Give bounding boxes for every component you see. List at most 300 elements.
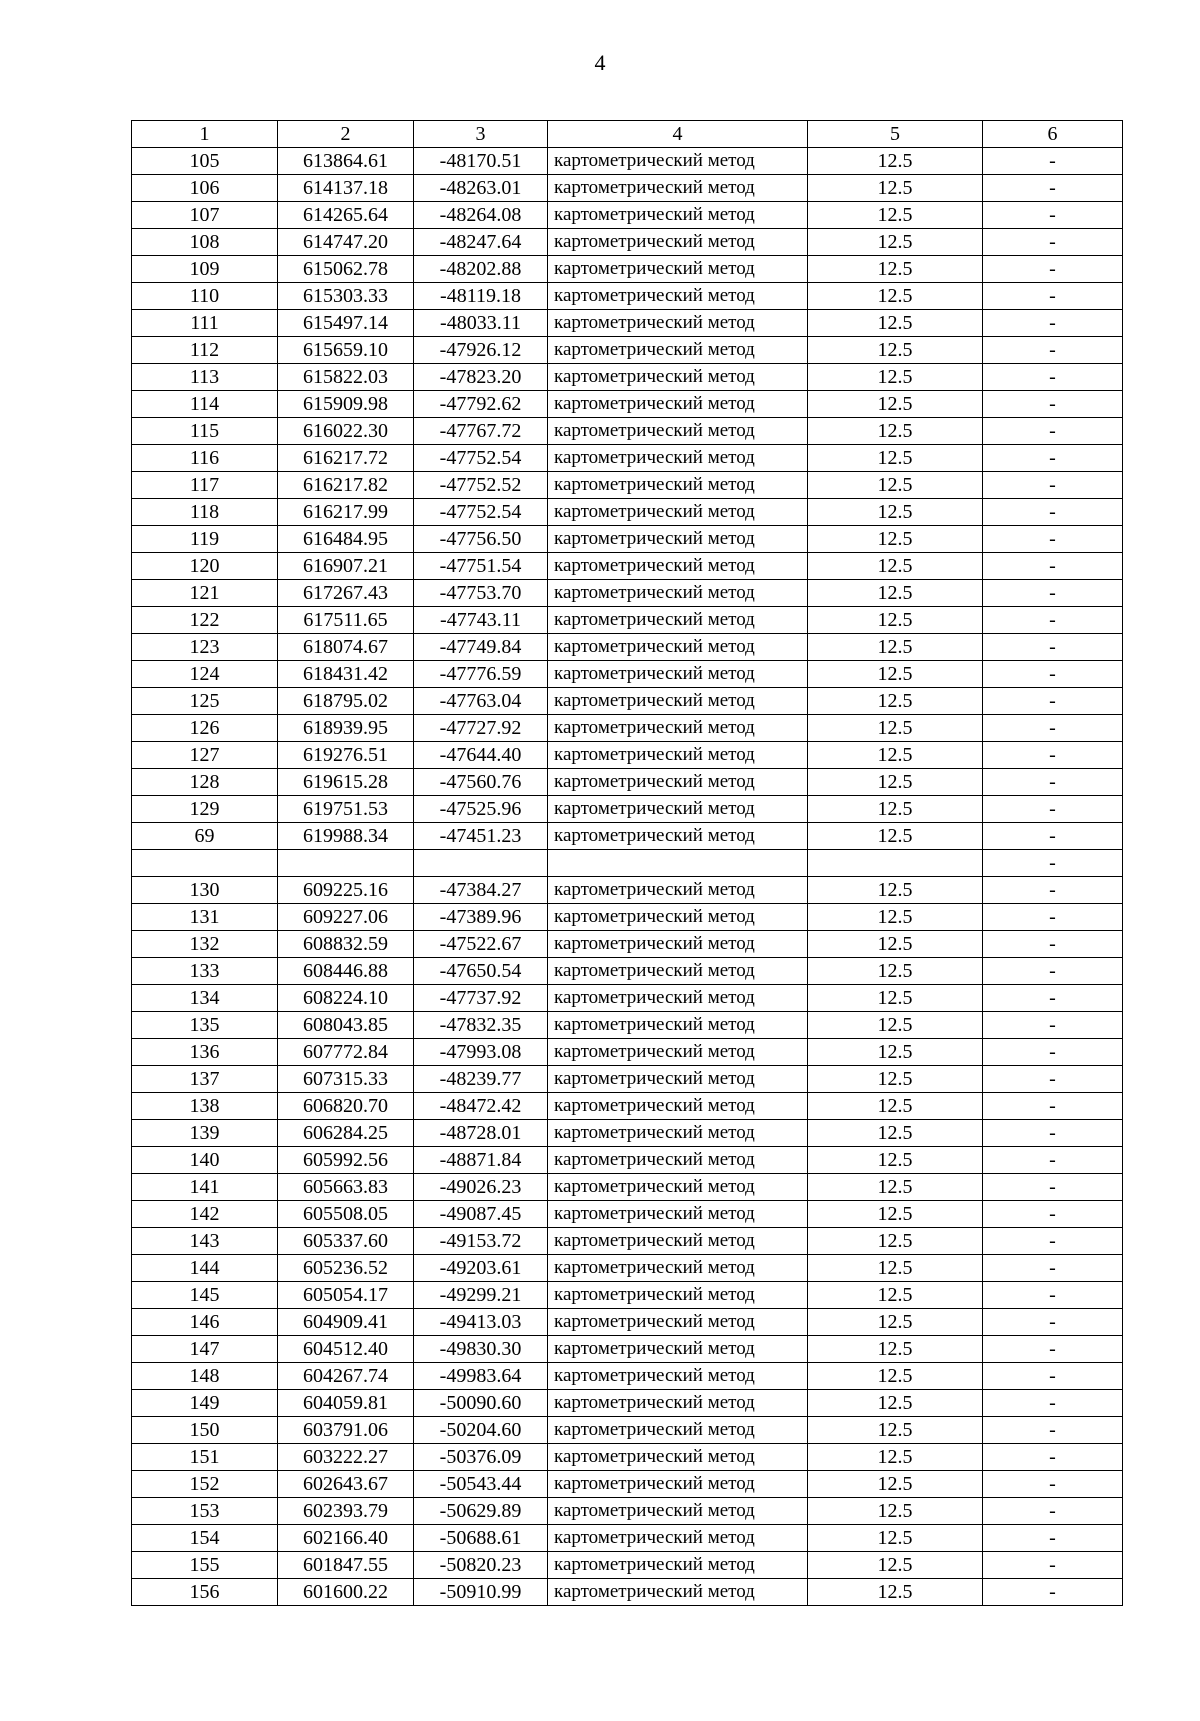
table-row [132, 1309, 1123, 1336]
y-coordinate-cell: -48871.84 [414, 1147, 548, 1174]
y-coordinate-cell: -49299.21 [414, 1282, 548, 1309]
y-coordinate-cell: -47823.20 [414, 364, 548, 391]
accuracy-cell: 12.5 [808, 877, 983, 904]
y-coordinate-cell: -48170.51 [414, 148, 548, 175]
point-number-cell: 136 [132, 1039, 278, 1066]
point-number-cell: 132 [132, 931, 278, 958]
accuracy-cell: 12.5 [808, 580, 983, 607]
x-coordinate-cell: 609227.06 [278, 904, 414, 931]
note-cell: - [983, 1066, 1123, 1093]
point-number-cell: 130 [132, 877, 278, 904]
note-cell: - [983, 1579, 1123, 1606]
point-number-cell: 114 [132, 391, 278, 418]
note-cell: - [983, 580, 1123, 607]
y-coordinate-cell: -47644.40 [414, 742, 548, 769]
point-number-cell: 117 [132, 472, 278, 499]
note-cell: - [983, 688, 1123, 715]
y-coordinate-cell: -48472.42 [414, 1093, 548, 1120]
accuracy-cell: 12.5 [808, 661, 983, 688]
table-row [132, 310, 1123, 337]
y-coordinate-cell: -49203.61 [414, 1255, 548, 1282]
method-cell: картометрический метод [548, 148, 808, 175]
note-cell: - [983, 796, 1123, 823]
note-cell: - [983, 1363, 1123, 1390]
x-coordinate-cell: 602393.79 [278, 1498, 414, 1525]
method-cell: картометрический метод [548, 445, 808, 472]
accuracy-cell: 12.5 [808, 202, 983, 229]
y-coordinate-cell: -48728.01 [414, 1120, 548, 1147]
method-cell: картометрический метод [548, 202, 808, 229]
method-cell: картометрический метод [548, 1120, 808, 1147]
coordinates-table [131, 120, 1123, 1606]
accuracy-cell: 12.5 [808, 229, 983, 256]
method-cell: картометрический метод [548, 526, 808, 553]
point-number-cell: 116 [132, 445, 278, 472]
x-coordinate-cell: 616217.72 [278, 445, 414, 472]
table-row [132, 931, 1123, 958]
method-cell: картометрический метод [548, 1039, 808, 1066]
point-number-cell: 152 [132, 1471, 278, 1498]
note-cell: - [983, 526, 1123, 553]
accuracy-cell: 12.5 [808, 1201, 983, 1228]
x-coordinate-cell: 618431.42 [278, 661, 414, 688]
note-cell: - [983, 1120, 1123, 1147]
x-coordinate-cell: 615659.10 [278, 337, 414, 364]
table-row [132, 1390, 1123, 1417]
accuracy-cell: 12.5 [808, 1093, 983, 1120]
table-row [132, 391, 1123, 418]
y-coordinate-cell: -49983.64 [414, 1363, 548, 1390]
column-header: 4 [548, 121, 808, 148]
method-cell: картометрический метод [548, 985, 808, 1012]
method-cell: картометрический метод [548, 553, 808, 580]
point-number-cell: 118 [132, 499, 278, 526]
point-number-cell: 143 [132, 1228, 278, 1255]
y-coordinate-cell: -48263.01 [414, 175, 548, 202]
note-cell: - [983, 148, 1123, 175]
method-cell: картометрический метод [548, 1336, 808, 1363]
accuracy-cell: 12.5 [808, 1012, 983, 1039]
table-row [132, 877, 1123, 904]
table-row [132, 1498, 1123, 1525]
x-coordinate-cell: 605236.52 [278, 1255, 414, 1282]
accuracy-cell: 12.5 [808, 391, 983, 418]
accuracy-cell: 12.5 [808, 499, 983, 526]
column-header: 6 [983, 121, 1123, 148]
note-cell: - [983, 1282, 1123, 1309]
table-row [132, 580, 1123, 607]
x-coordinate-cell: 615822.03 [278, 364, 414, 391]
table-row [132, 958, 1123, 985]
note-cell: - [983, 742, 1123, 769]
accuracy-cell: 12.5 [808, 1390, 983, 1417]
point-number-cell: 156 [132, 1579, 278, 1606]
table-row [132, 796, 1123, 823]
x-coordinate-cell: 619615.28 [278, 769, 414, 796]
y-coordinate-cell: -49087.45 [414, 1201, 548, 1228]
y-coordinate-cell: -49153.72 [414, 1228, 548, 1255]
point-number-cell: 150 [132, 1417, 278, 1444]
x-coordinate-cell: 604909.41 [278, 1309, 414, 1336]
table-row [132, 1147, 1123, 1174]
accuracy-cell: 12.5 [808, 337, 983, 364]
point-number-cell: 145 [132, 1282, 278, 1309]
x-coordinate-cell: 605508.05 [278, 1201, 414, 1228]
note-cell: - [983, 202, 1123, 229]
accuracy-cell: 12.5 [808, 175, 983, 202]
y-coordinate-cell: -47650.54 [414, 958, 548, 985]
accuracy-cell: 12.5 [808, 1066, 983, 1093]
y-coordinate-cell: -47767.72 [414, 418, 548, 445]
note-cell: - [983, 1255, 1123, 1282]
x-coordinate-cell: 605992.56 [278, 1147, 414, 1174]
method-cell: картометрический метод [548, 1498, 808, 1525]
y-coordinate-cell: -47792.62 [414, 391, 548, 418]
x-coordinate-cell: 614747.20 [278, 229, 414, 256]
note-cell: - [983, 256, 1123, 283]
y-coordinate-cell: -47752.52 [414, 472, 548, 499]
note-cell: - [983, 985, 1123, 1012]
x-coordinate-cell: 606820.70 [278, 1093, 414, 1120]
accuracy-cell: 12.5 [808, 1552, 983, 1579]
table-row [132, 850, 1123, 877]
y-coordinate-cell: -50910.99 [414, 1579, 548, 1606]
x-coordinate-cell: 617267.43 [278, 580, 414, 607]
point-number-cell: 142 [132, 1201, 278, 1228]
y-coordinate-cell: -47751.54 [414, 553, 548, 580]
y-coordinate-cell: -47926.12 [414, 337, 548, 364]
accuracy-cell: 12.5 [808, 985, 983, 1012]
note-cell: - [983, 175, 1123, 202]
table-row [132, 1579, 1123, 1606]
point-number-cell: 122 [132, 607, 278, 634]
point-number-cell: 147 [132, 1336, 278, 1363]
table-row [132, 1066, 1123, 1093]
accuracy-cell: 12.5 [808, 364, 983, 391]
point-number-cell: 121 [132, 580, 278, 607]
accuracy-cell: 12.5 [808, 1525, 983, 1552]
method-cell: картометрический метод [548, 472, 808, 499]
accuracy-cell: 12.5 [808, 283, 983, 310]
method-cell: картометрический метод [548, 337, 808, 364]
note-cell: - [983, 418, 1123, 445]
y-coordinate-cell: -50629.89 [414, 1498, 548, 1525]
y-coordinate-cell: -48247.64 [414, 229, 548, 256]
point-number-cell: 115 [132, 418, 278, 445]
x-coordinate-cell: 602643.67 [278, 1471, 414, 1498]
note-cell: - [983, 1444, 1123, 1471]
table-row [132, 769, 1123, 796]
table-row [132, 283, 1123, 310]
y-coordinate-cell: -47749.84 [414, 634, 548, 661]
accuracy-cell: 12.5 [808, 1147, 983, 1174]
method-cell: картометрический метод [548, 310, 808, 337]
point-number-cell: 129 [132, 796, 278, 823]
y-coordinate-cell: -48033.11 [414, 310, 548, 337]
y-coordinate-cell: -50688.61 [414, 1525, 548, 1552]
table-row [132, 1093, 1123, 1120]
point-number-cell: 125 [132, 688, 278, 715]
point-number-cell: 107 [132, 202, 278, 229]
y-coordinate-cell: -49026.23 [414, 1174, 548, 1201]
y-coordinate-cell: -47763.04 [414, 688, 548, 715]
method-cell: картометрический метод [548, 1417, 808, 1444]
page-number: 4 [594, 50, 606, 75]
y-coordinate-cell: -47756.50 [414, 526, 548, 553]
point-number-cell: 144 [132, 1255, 278, 1282]
method-cell: картометрический метод [548, 688, 808, 715]
method-cell: картометрический метод [548, 1552, 808, 1579]
table-row [132, 1336, 1123, 1363]
table-row [132, 337, 1123, 364]
y-coordinate-cell: -48239.77 [414, 1066, 548, 1093]
column-header: 1 [132, 121, 278, 148]
x-coordinate-cell: 615497.14 [278, 310, 414, 337]
accuracy-cell: 12.5 [808, 904, 983, 931]
x-coordinate-cell: 602166.40 [278, 1525, 414, 1552]
x-coordinate-cell: 605663.83 [278, 1174, 414, 1201]
x-coordinate-cell: 604512.40 [278, 1336, 414, 1363]
y-coordinate-cell: -47753.70 [414, 580, 548, 607]
table-row [132, 1471, 1123, 1498]
y-coordinate-cell: -49830.30 [414, 1336, 548, 1363]
x-coordinate-cell: 617511.65 [278, 607, 414, 634]
method-cell: картометрический метод [548, 229, 808, 256]
table-row [132, 553, 1123, 580]
x-coordinate-cell: 608832.59 [278, 931, 414, 958]
method-cell: картометрический метод [548, 499, 808, 526]
method-cell: картометрический метод [548, 1525, 808, 1552]
point-number-cell: 131 [132, 904, 278, 931]
point-number-cell: 120 [132, 553, 278, 580]
x-coordinate-cell: 618074.67 [278, 634, 414, 661]
table-row [132, 148, 1123, 175]
point-number-cell [132, 850, 278, 877]
point-number-cell: 112 [132, 337, 278, 364]
method-cell: картометрический метод [548, 1228, 808, 1255]
method-cell: картометрический метод [548, 1309, 808, 1336]
table-row [132, 499, 1123, 526]
note-cell: - [983, 229, 1123, 256]
note-cell: - [983, 1093, 1123, 1120]
y-coordinate-cell: -50820.23 [414, 1552, 548, 1579]
x-coordinate-cell: 603791.06 [278, 1417, 414, 1444]
table-row [132, 742, 1123, 769]
accuracy-cell: 12.5 [808, 1309, 983, 1336]
accuracy-cell: 12.5 [808, 607, 983, 634]
point-number-cell: 149 [132, 1390, 278, 1417]
point-number-cell: 139 [132, 1120, 278, 1147]
x-coordinate-cell: 618939.95 [278, 715, 414, 742]
table-row [132, 202, 1123, 229]
accuracy-cell: 12.5 [808, 1120, 983, 1147]
x-coordinate-cell: 614137.18 [278, 175, 414, 202]
point-number-cell: 140 [132, 1147, 278, 1174]
x-coordinate-cell: 605337.60 [278, 1228, 414, 1255]
accuracy-cell: 12.5 [808, 1444, 983, 1471]
y-coordinate-cell: -50543.44 [414, 1471, 548, 1498]
x-coordinate-cell: 616484.95 [278, 526, 414, 553]
method-cell: картометрический метод [548, 1174, 808, 1201]
y-coordinate-cell: -48264.08 [414, 202, 548, 229]
x-coordinate-cell: 607315.33 [278, 1066, 414, 1093]
point-number-cell: 146 [132, 1309, 278, 1336]
method-cell: картометрический метод [548, 1147, 808, 1174]
table-row [132, 472, 1123, 499]
point-number-cell: 69 [132, 823, 278, 850]
point-number-cell: 127 [132, 742, 278, 769]
point-number-cell: 153 [132, 1498, 278, 1525]
accuracy-cell: 12.5 [808, 796, 983, 823]
y-coordinate-cell [414, 850, 548, 877]
table-row [132, 1255, 1123, 1282]
column-header: 3 [414, 121, 548, 148]
note-cell: - [983, 472, 1123, 499]
y-coordinate-cell: -47384.27 [414, 877, 548, 904]
method-cell: картометрический метод [548, 634, 808, 661]
note-cell: - [983, 931, 1123, 958]
point-number-cell: 110 [132, 283, 278, 310]
accuracy-cell: 12.5 [808, 472, 983, 499]
y-coordinate-cell: -47993.08 [414, 1039, 548, 1066]
y-coordinate-cell: -47832.35 [414, 1012, 548, 1039]
table-body [132, 148, 1123, 1606]
note-cell: - [983, 661, 1123, 688]
note-cell: - [983, 1525, 1123, 1552]
table-row [132, 1552, 1123, 1579]
accuracy-cell: 12.5 [808, 1282, 983, 1309]
note-cell: - [983, 904, 1123, 931]
method-cell: картометрический метод [548, 1444, 808, 1471]
point-number-cell: 133 [132, 958, 278, 985]
note-cell: - [983, 1147, 1123, 1174]
point-number-cell: 154 [132, 1525, 278, 1552]
point-number-cell: 113 [132, 364, 278, 391]
y-coordinate-cell: -47451.23 [414, 823, 548, 850]
x-coordinate-cell: 619276.51 [278, 742, 414, 769]
table-row [132, 526, 1123, 553]
x-coordinate-cell: 605054.17 [278, 1282, 414, 1309]
table-row [132, 175, 1123, 202]
point-number-cell: 155 [132, 1552, 278, 1579]
x-coordinate-cell: 613864.61 [278, 148, 414, 175]
x-coordinate-cell: 616022.30 [278, 418, 414, 445]
table-row [132, 985, 1123, 1012]
table-row [132, 229, 1123, 256]
y-coordinate-cell: -47389.96 [414, 904, 548, 931]
method-cell: картометрический метод [548, 391, 808, 418]
method-cell: картометрический метод [548, 1093, 808, 1120]
table-row [132, 1120, 1123, 1147]
table-row [132, 1363, 1123, 1390]
point-number-cell: 119 [132, 526, 278, 553]
y-coordinate-cell: -50376.09 [414, 1444, 548, 1471]
note-cell: - [983, 1012, 1123, 1039]
x-coordinate-cell: 604059.81 [278, 1390, 414, 1417]
table-row [132, 823, 1123, 850]
method-cell: картометрический метод [548, 1282, 808, 1309]
accuracy-cell: 12.5 [808, 1363, 983, 1390]
note-cell: - [983, 445, 1123, 472]
note-cell: - [983, 850, 1123, 877]
method-cell: картометрический метод [548, 769, 808, 796]
method-cell: картометрический метод [548, 931, 808, 958]
x-coordinate-cell: 619751.53 [278, 796, 414, 823]
x-coordinate-cell: 615062.78 [278, 256, 414, 283]
x-coordinate-cell: 609225.16 [278, 877, 414, 904]
x-coordinate-cell: 616907.21 [278, 553, 414, 580]
method-cell [548, 850, 808, 877]
accuracy-cell: 12.5 [808, 1471, 983, 1498]
accuracy-cell: 12.5 [808, 931, 983, 958]
accuracy-cell: 12.5 [808, 634, 983, 661]
table-row [132, 904, 1123, 931]
accuracy-cell: 12.5 [808, 1255, 983, 1282]
y-coordinate-cell: -47776.59 [414, 661, 548, 688]
note-cell: - [983, 1309, 1123, 1336]
accuracy-cell: 12.5 [808, 1579, 983, 1606]
note-cell: - [983, 1552, 1123, 1579]
method-cell: картометрический метод [548, 418, 808, 445]
table-row [132, 688, 1123, 715]
method-cell: картометрический метод [548, 1363, 808, 1390]
note-cell: - [983, 1228, 1123, 1255]
y-coordinate-cell: -48119.18 [414, 283, 548, 310]
table-row [132, 661, 1123, 688]
x-coordinate-cell: 608446.88 [278, 958, 414, 985]
point-number-cell: 141 [132, 1174, 278, 1201]
method-cell: картометрический метод [548, 1471, 808, 1498]
column-header: 2 [278, 121, 414, 148]
note-cell: - [983, 607, 1123, 634]
note-cell: - [983, 715, 1123, 742]
table-row [132, 1012, 1123, 1039]
y-coordinate-cell: -47737.92 [414, 985, 548, 1012]
column-header: 5 [808, 121, 983, 148]
accuracy-cell: 12.5 [808, 148, 983, 175]
method-cell: картометрический метод [548, 796, 808, 823]
x-coordinate-cell: 615303.33 [278, 283, 414, 310]
point-number-cell: 105 [132, 148, 278, 175]
x-coordinate-cell: 616217.82 [278, 472, 414, 499]
point-number-cell: 128 [132, 769, 278, 796]
method-cell: картометрический метод [548, 904, 808, 931]
x-coordinate-cell: 604267.74 [278, 1363, 414, 1390]
y-coordinate-cell: -47525.96 [414, 796, 548, 823]
method-cell: картометрический метод [548, 1255, 808, 1282]
point-number-cell: 111 [132, 310, 278, 337]
x-coordinate-cell: 615909.98 [278, 391, 414, 418]
note-cell: - [983, 877, 1123, 904]
note-cell: - [983, 1471, 1123, 1498]
x-coordinate-cell: 603222.27 [278, 1444, 414, 1471]
method-cell: картометрический метод [548, 958, 808, 985]
point-number-cell: 106 [132, 175, 278, 202]
accuracy-cell: 12.5 [808, 688, 983, 715]
x-coordinate-cell: 607772.84 [278, 1039, 414, 1066]
method-cell: картометрический метод [548, 364, 808, 391]
accuracy-cell: 12.5 [808, 742, 983, 769]
method-cell: картометрический метод [548, 1201, 808, 1228]
accuracy-cell: 12.5 [808, 1228, 983, 1255]
point-number-cell: 108 [132, 229, 278, 256]
x-coordinate-cell: 608224.10 [278, 985, 414, 1012]
note-cell: - [983, 499, 1123, 526]
table-row [132, 418, 1123, 445]
accuracy-cell: 12.5 [808, 445, 983, 472]
x-coordinate-cell: 608043.85 [278, 1012, 414, 1039]
note-cell: - [983, 1390, 1123, 1417]
